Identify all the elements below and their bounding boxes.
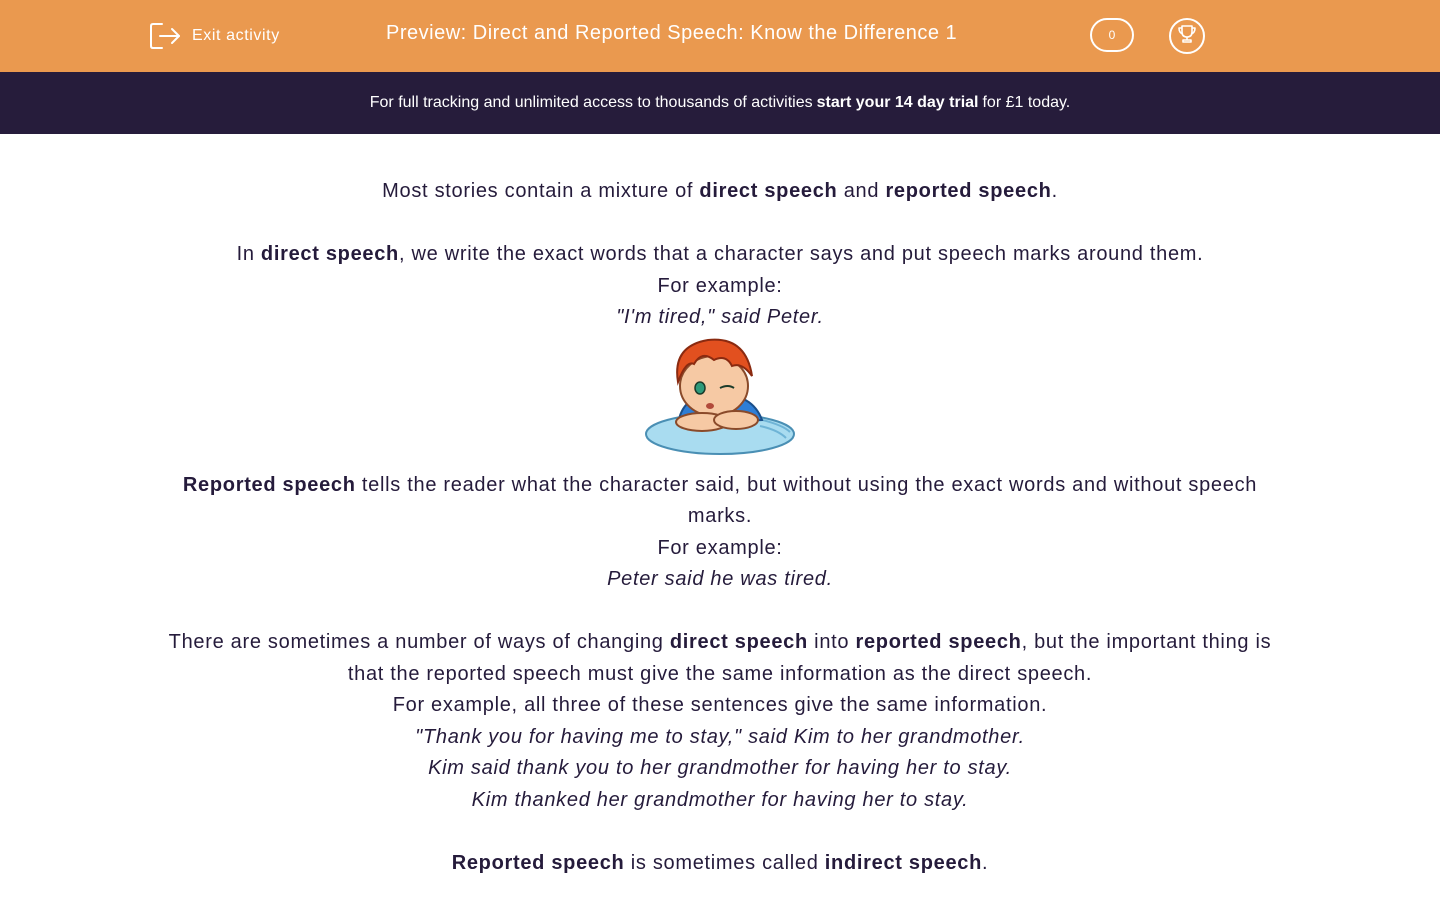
bold-term: Reported speech	[451, 851, 625, 874]
intro-paragraph-6	[160, 848, 1280, 880]
bold-term: indirect speech	[824, 851, 983, 874]
intro-paragraph-5: For example, all three of these sentences give the same information.	[392, 694, 1048, 716]
exit-activity-label: Exit activity	[192, 27, 280, 44]
score-badge: 0	[1090, 18, 1134, 52]
text: In	[236, 243, 261, 265]
example-direct	[160, 302, 1280, 334]
example-reported	[160, 564, 1280, 596]
bold-term: reported speech	[885, 180, 1052, 202]
text: , but the important thing is that the reported speech must give the same information as the direct speech.	[347, 631, 1272, 685]
text: into	[807, 631, 856, 653]
text: Most stories contain a mixture of	[382, 180, 700, 202]
sleepy-boy-illustration	[642, 336, 798, 460]
example-text: Peter said he was tired.	[607, 568, 833, 590]
example-sentence	[160, 785, 1280, 817]
text: tells the reader what the character said, but without using the exact words and without speech marks.	[355, 473, 1258, 527]
text: , we write the exact words that a character says and put speech marks around them.	[398, 243, 1204, 265]
exit-icon	[148, 21, 182, 51]
trophy-button[interactable]	[1169, 18, 1205, 54]
banner-text-after: for £1 today.	[982, 94, 1071, 111]
exit-activity-button[interactable]	[148, 18, 280, 54]
trophy-icon	[1176, 23, 1198, 50]
activity-intro	[160, 176, 1280, 879]
intro-paragraph-3	[160, 470, 1280, 533]
example-sentence	[160, 753, 1280, 785]
trial-banner	[0, 72, 1440, 134]
example-text: "I'm tired," said Peter.	[616, 306, 824, 328]
for-example-label: For example:	[657, 274, 783, 297]
text: .	[982, 851, 989, 874]
example-text: Kim said thank you to her grandmother for having her to stay.	[428, 757, 1012, 779]
bold-term: Reported speech	[182, 473, 356, 496]
intro-paragraph-4	[160, 627, 1280, 690]
start-trial-link[interactable]: start your 14 day trial	[816, 94, 979, 111]
text: and	[837, 180, 886, 202]
intro-paragraph-2	[160, 239, 1280, 271]
text: There are sometimes a number of ways of changing	[168, 631, 670, 653]
for-example-label: For example:	[657, 536, 783, 559]
example-text: "Thank you for having me to stay," said Kim to her grandmother.	[415, 725, 1025, 748]
bold-term: direct speech	[260, 243, 399, 265]
text: is sometimes called	[624, 851, 825, 874]
page-title: Preview: Direct and Reported Speech: Know the Difference 1	[386, 22, 958, 44]
example-sentence	[160, 722, 1280, 754]
banner-text-before: For full tracking and unlimited access to thousands of activities	[369, 94, 813, 111]
intro-paragraph-1	[160, 176, 1280, 208]
example-text: Kim thanked her grandmother for having her to stay.	[471, 788, 969, 811]
bold-term: reported speech	[855, 631, 1022, 653]
bold-term: direct speech	[699, 180, 838, 202]
bold-term: direct speech	[669, 631, 808, 653]
text: .	[1051, 180, 1058, 202]
top-bar	[0, 0, 1440, 72]
